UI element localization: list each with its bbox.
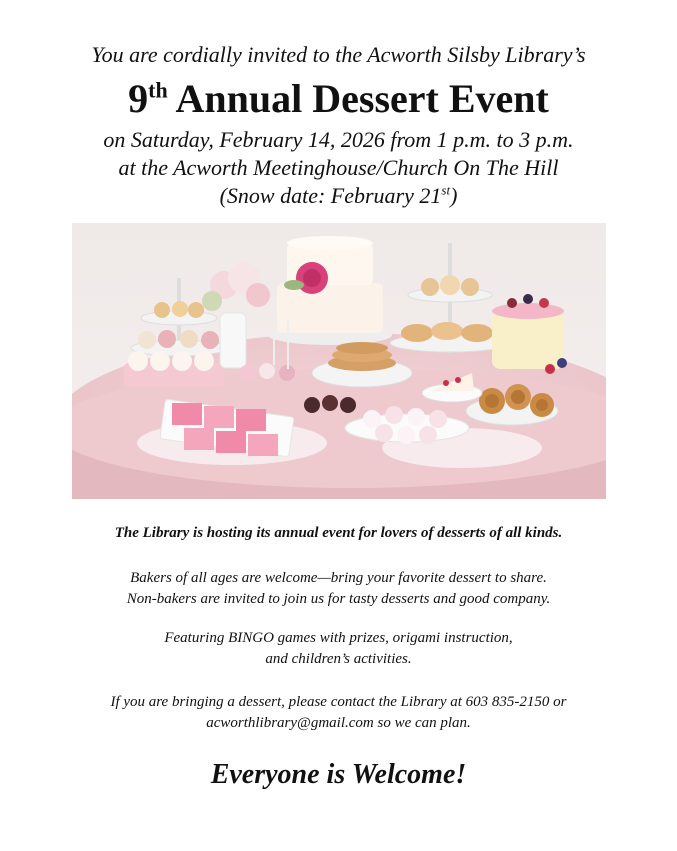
contact-line-1: If you are bringing a dessert, please contact the Library at 603 835-2150 or [110, 694, 567, 710]
dessert-table-photo [72, 223, 606, 499]
snow-date-text: (Snow date: February 21 [219, 183, 442, 208]
bakers-paragraph [0, 568, 677, 610]
title-text: Annual Dessert Event [167, 76, 549, 121]
activities-line-1: Featuring BINGO games with prizes, origami instruction, [164, 630, 513, 646]
event-location: at the Acworth Meetinghouse/Church On The Hill [118, 155, 559, 180]
bakers-text: Bakers of all ages are welcome—bring your favorite dessert to share. [130, 570, 547, 586]
activities-paragraph [0, 628, 677, 670]
event-date: on Saturday, February 14, 2026 from 1 p.m. to 3 p.m. [103, 127, 574, 152]
non-bakers-text: Non-bakers are invited to join us for tasty desserts and good company. [126, 591, 551, 607]
invitation-intro: You are cordially invited to the Acworth Silsby Library’s [91, 42, 586, 67]
snow-date-close: ) [450, 183, 458, 208]
snow-date [0, 182, 677, 210]
hosting-text: The Library is hosting its annual event for lovers of desserts of all kinds. [114, 525, 563, 541]
event-title [0, 76, 677, 122]
title-number: 9 [128, 76, 149, 121]
contact-line-2: acworthlibrary@gmail.com so we can plan. [206, 715, 471, 731]
welcome-heading: Everyone is Welcome! [210, 759, 467, 790]
drip-cake [492, 294, 567, 374]
title-ordinal: th [148, 77, 168, 103]
dessert-table-illustration [72, 223, 606, 499]
snow-date-ordinal: st [441, 182, 451, 198]
activities-line-2: and children’s activities. [265, 651, 412, 667]
contact-paragraph [0, 692, 677, 734]
